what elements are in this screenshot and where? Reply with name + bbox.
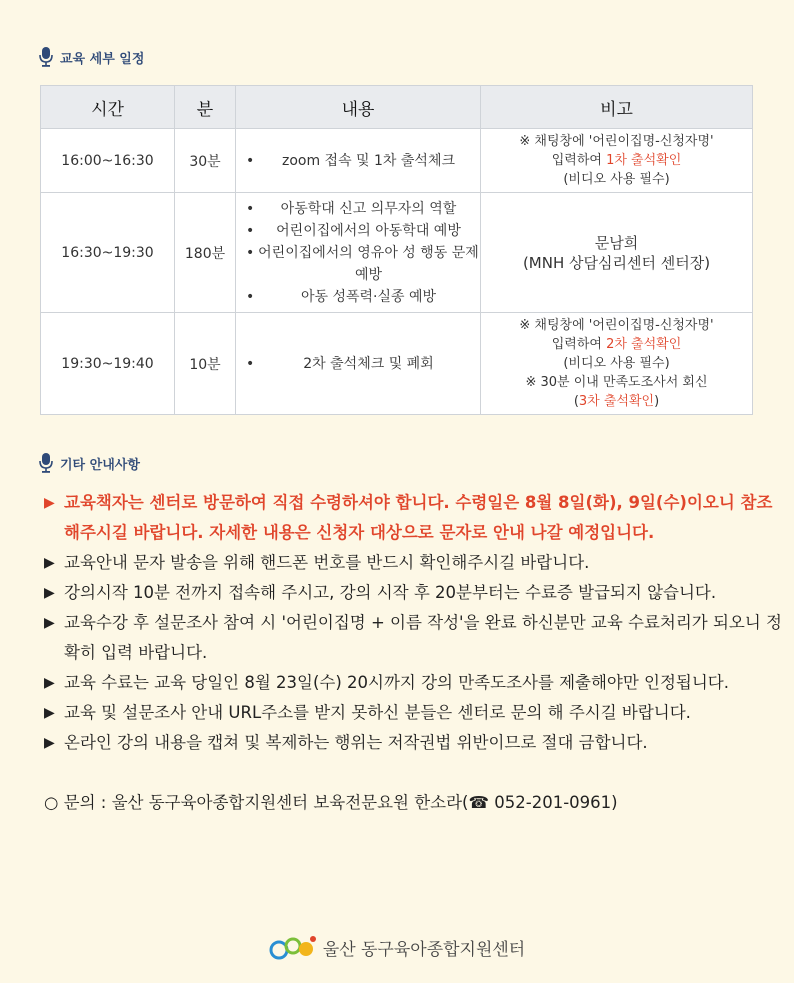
- microphone-icon: [38, 452, 54, 474]
- notice-item: [44, 578, 784, 608]
- header-content: 내용: [236, 86, 481, 129]
- triangle-right-icon: ▶: [44, 735, 55, 751]
- section-title-schedule: [38, 46, 144, 68]
- attendance-highlight: 2차 출석확인: [606, 337, 682, 352]
- schedule-table: [40, 85, 753, 415]
- footer-org-name: 울산 동구육아종합지원센터: [322, 939, 526, 960]
- note-text: (: [573, 394, 579, 409]
- time-cell: 16:00~16:30: [41, 129, 175, 193]
- note-text: 입력하여: [551, 337, 607, 352]
- list-item: • 어린이집에서의 영유아 성 행동 문제 예방: [242, 242, 479, 286]
- minutes-cell: 10분: [175, 313, 236, 415]
- speaker-name: 문남희: [594, 233, 639, 252]
- notice-item: [44, 608, 784, 668]
- notice-item: [44, 548, 784, 578]
- note-line: [482, 151, 751, 170]
- microphone-icon: [38, 46, 54, 68]
- contact-text: ○ 문의 : 울산 동구육아종합지원센터 보육전문요원 한소라(: [44, 793, 469, 812]
- note-cell: [481, 129, 753, 193]
- list-item: • 아동학대 신고 의무자의 역할: [242, 198, 479, 220]
- notice-text: 온라인 강의 내용을 캡쳐 및 복제하는 행위는 저작권법 위반이므로 절대 금합니다.: [64, 733, 648, 752]
- list-item: • 2차 출석체크 및 폐회: [242, 353, 479, 375]
- triangle-right-icon: ▶: [44, 705, 55, 721]
- notice-item: [44, 668, 784, 698]
- header-time: 시간: [41, 86, 175, 129]
- notice-text: 교육 수료는 교육 당일인 8월 23일(수) 20시까지 강의 만족도조사를 제출해야만 인정됩니다.: [64, 673, 729, 692]
- notice-text: 교육 및 설문조사 안내 URL주소를 받지 못하신 분들은 센터로 문의 해 주시길 바랍니다.: [64, 703, 691, 722]
- time-cell: 16:30~19:30: [41, 193, 175, 313]
- notice-text: 교육책자는 센터로 방문하여 직접 수령하셔야 합니다. 수령일은 8월 8일(화), 9일(수)이오니 참조해주시길 바랍니다. 자세한 내용은 신청자 대상으로 문자로 안내 나갈 예정입니다.: [64, 493, 773, 542]
- content-cell: [236, 129, 481, 193]
- note-text: ): [654, 394, 660, 409]
- minutes-cell: 180분: [175, 193, 236, 313]
- footer: [0, 933, 794, 961]
- attendance-highlight: 1차 출석확인: [606, 153, 682, 168]
- triangle-right-icon: ▶: [44, 675, 55, 691]
- center-logo: [269, 933, 317, 961]
- note-cell: [481, 193, 753, 313]
- phone-icon: ☎: [468, 793, 490, 812]
- time-cell: 19:30~19:40: [41, 313, 175, 415]
- notice-text: 강의시작 10분 전까지 접속해 주시고, 강의 시작 후 20분부터는 수료증 발급되지 않습니다.: [64, 583, 717, 602]
- note-text: 입력하여: [551, 153, 607, 168]
- note-line: (비디오 사용 필수): [563, 356, 670, 371]
- notice-item: [44, 728, 784, 758]
- notice-list: [44, 488, 784, 758]
- list-item: • 어린이집에서의 아동학대 예방: [242, 220, 479, 242]
- note-line: [482, 392, 751, 411]
- section-title-notices: [38, 452, 140, 474]
- table-row: [41, 313, 753, 415]
- notice-item: [44, 698, 784, 728]
- content-cell: [236, 193, 481, 313]
- section-title-text: 교육 세부 일정: [60, 51, 145, 67]
- content-cell: [236, 313, 481, 415]
- notice-text: 교육안내 문자 발송을 위해 핸드폰 번호를 반드시 확인해주시길 바랍니다.: [64, 553, 590, 572]
- note-line: ※ 채팅창에 '어린이집명-신청자명': [519, 318, 714, 333]
- triangle-right-icon: ▶: [44, 615, 55, 631]
- note-line: ※ 30분 이내 만족도조사서 회신: [525, 375, 708, 390]
- list-item: • zoom 접속 및 1차 출석체크: [242, 150, 479, 172]
- header-note: 비고: [481, 86, 753, 129]
- notice-item-alert: [44, 488, 784, 548]
- table-row: [41, 129, 753, 193]
- note-line: ※ 채팅창에 '어린이집명-신청자명': [519, 134, 714, 149]
- contact-info: [44, 788, 618, 818]
- table-row: [41, 193, 753, 313]
- triangle-right-icon: ▶: [44, 585, 55, 601]
- notice-text: 교육수강 후 설문조사 참여 시 '어린이집명 + 이름 작성'을 완료 하신분만 교육 수료처리가 되오니 정확히 입력 바랍니다.: [64, 613, 782, 662]
- note-cell: [481, 313, 753, 415]
- table-header-row: [41, 86, 753, 129]
- speaker-affiliation: (MNH 상담심리센터 센터장): [522, 253, 711, 272]
- note-line: (비디오 사용 필수): [563, 172, 670, 187]
- minutes-cell: 30분: [175, 129, 236, 193]
- phone-number: 052-201-0961): [489, 793, 618, 812]
- triangle-right-icon: ▶: [44, 495, 55, 511]
- list-item: • 아동 성폭력·실종 예방: [242, 286, 479, 308]
- section-title-text: 기타 안내사항: [60, 457, 140, 473]
- triangle-right-icon: ▶: [44, 555, 55, 571]
- attendance-highlight: 3차 출석확인: [578, 394, 655, 409]
- note-line: [482, 335, 751, 354]
- header-minutes: 분: [175, 86, 236, 129]
